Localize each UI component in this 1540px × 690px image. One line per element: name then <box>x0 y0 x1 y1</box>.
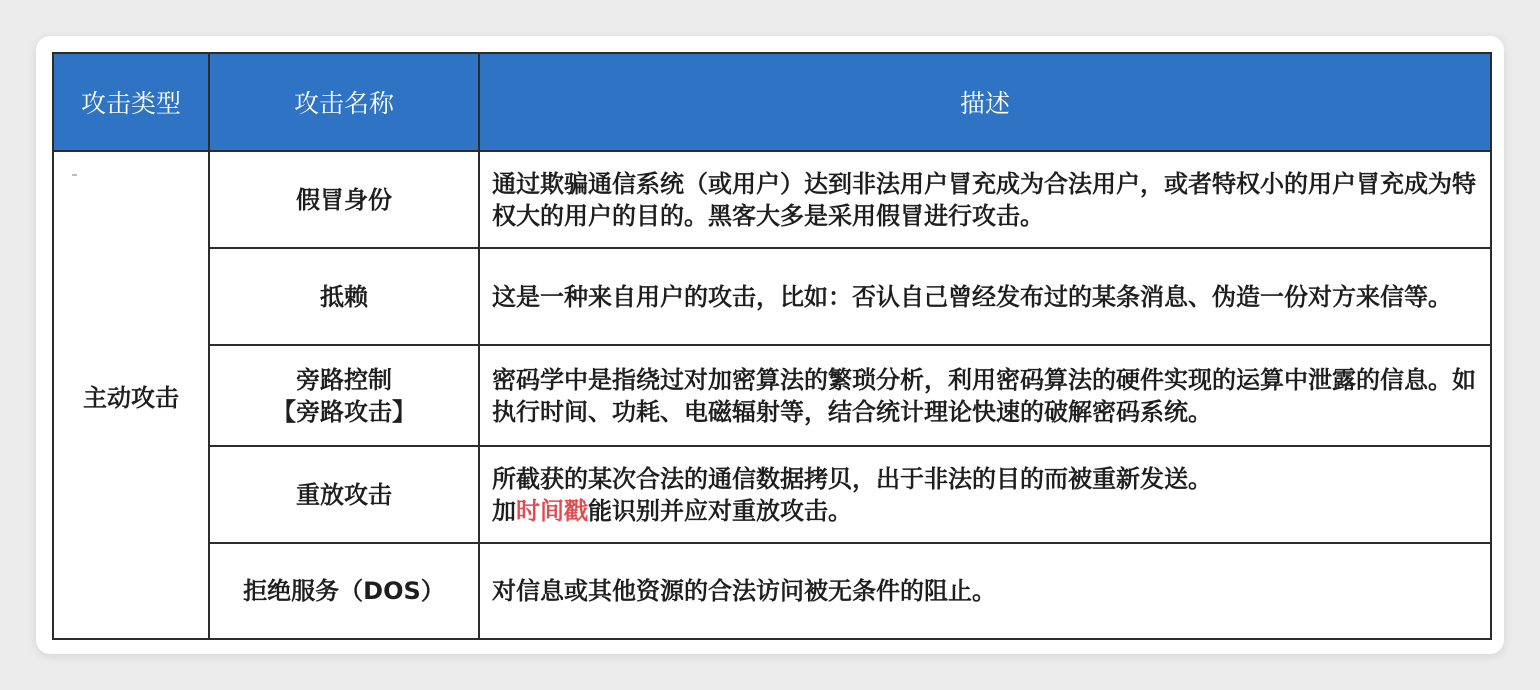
table-row <box>53 151 1491 248</box>
attack-name: 拒绝服务（DOS） <box>243 577 445 605</box>
attack-description <box>479 151 1491 248</box>
description-text: 这是一种来自用户的攻击，比如：否认自己曾经发布过的某条消息、伪造一份对方来信等。 <box>492 282 1452 311</box>
description-note <box>492 495 1480 527</box>
attack-name-cell <box>209 151 479 248</box>
table-card <box>36 36 1504 654</box>
table-row <box>53 345 1491 446</box>
attack-name-cell <box>209 543 479 639</box>
timestamp-highlight: 时间戳 <box>516 496 588 525</box>
attack-name: 重放攻击 <box>296 480 392 509</box>
description-text: 密码学中是指绕过对加密算法的繁琐分析，利用密码算法的硬件实现的运算中泄露的信息。如执行时间、功耗、电磁辐射等，结合统计理论快速的破解密码系统。 <box>492 365 1476 426</box>
attack-name-cell <box>209 345 479 446</box>
description-text: 所截获的某次合法的通信数据拷贝，出于非法的目的而被重新发送。 <box>492 464 1212 493</box>
header-description: 描述 <box>479 53 1491 151</box>
attack-types-table <box>52 52 1492 640</box>
table-header-row <box>53 53 1491 151</box>
header-attack-type: 攻击类型 <box>53 53 209 151</box>
attack-description <box>479 446 1491 543</box>
attack-name-alias: 【旁路攻击】 <box>272 397 416 426</box>
description-text: 通过欺骗通信系统（或用户）达到非法用户冒充成为合法用户，或者特权小的用户冒充成为特权大的用户的目的。黑客大多是采用假冒进行攻击。 <box>492 169 1476 230</box>
attack-name: 抵赖 <box>320 282 368 311</box>
attack-description <box>479 543 1491 639</box>
table-row <box>53 248 1491 345</box>
table-row <box>53 543 1491 639</box>
attack-name-cell <box>209 248 479 345</box>
table-row <box>53 446 1491 543</box>
attack-name: 假冒身份 <box>296 185 392 214</box>
header-attack-name: 攻击名称 <box>209 53 479 151</box>
attack-type-cell <box>53 151 209 639</box>
description-text: 对信息或其他资源的合法访问被无条件的阻止。 <box>492 577 996 605</box>
note-prefix: 加 <box>492 496 516 525</box>
attack-description <box>479 248 1491 345</box>
scan-speck <box>72 174 77 176</box>
note-suffix: 能识别并应对重放攻击。 <box>588 496 852 525</box>
attack-name: 旁路控制 <box>296 365 392 394</box>
attack-description <box>479 345 1491 446</box>
attack-name-cell <box>209 446 479 543</box>
attack-type-label: 主动攻击 <box>83 383 179 412</box>
